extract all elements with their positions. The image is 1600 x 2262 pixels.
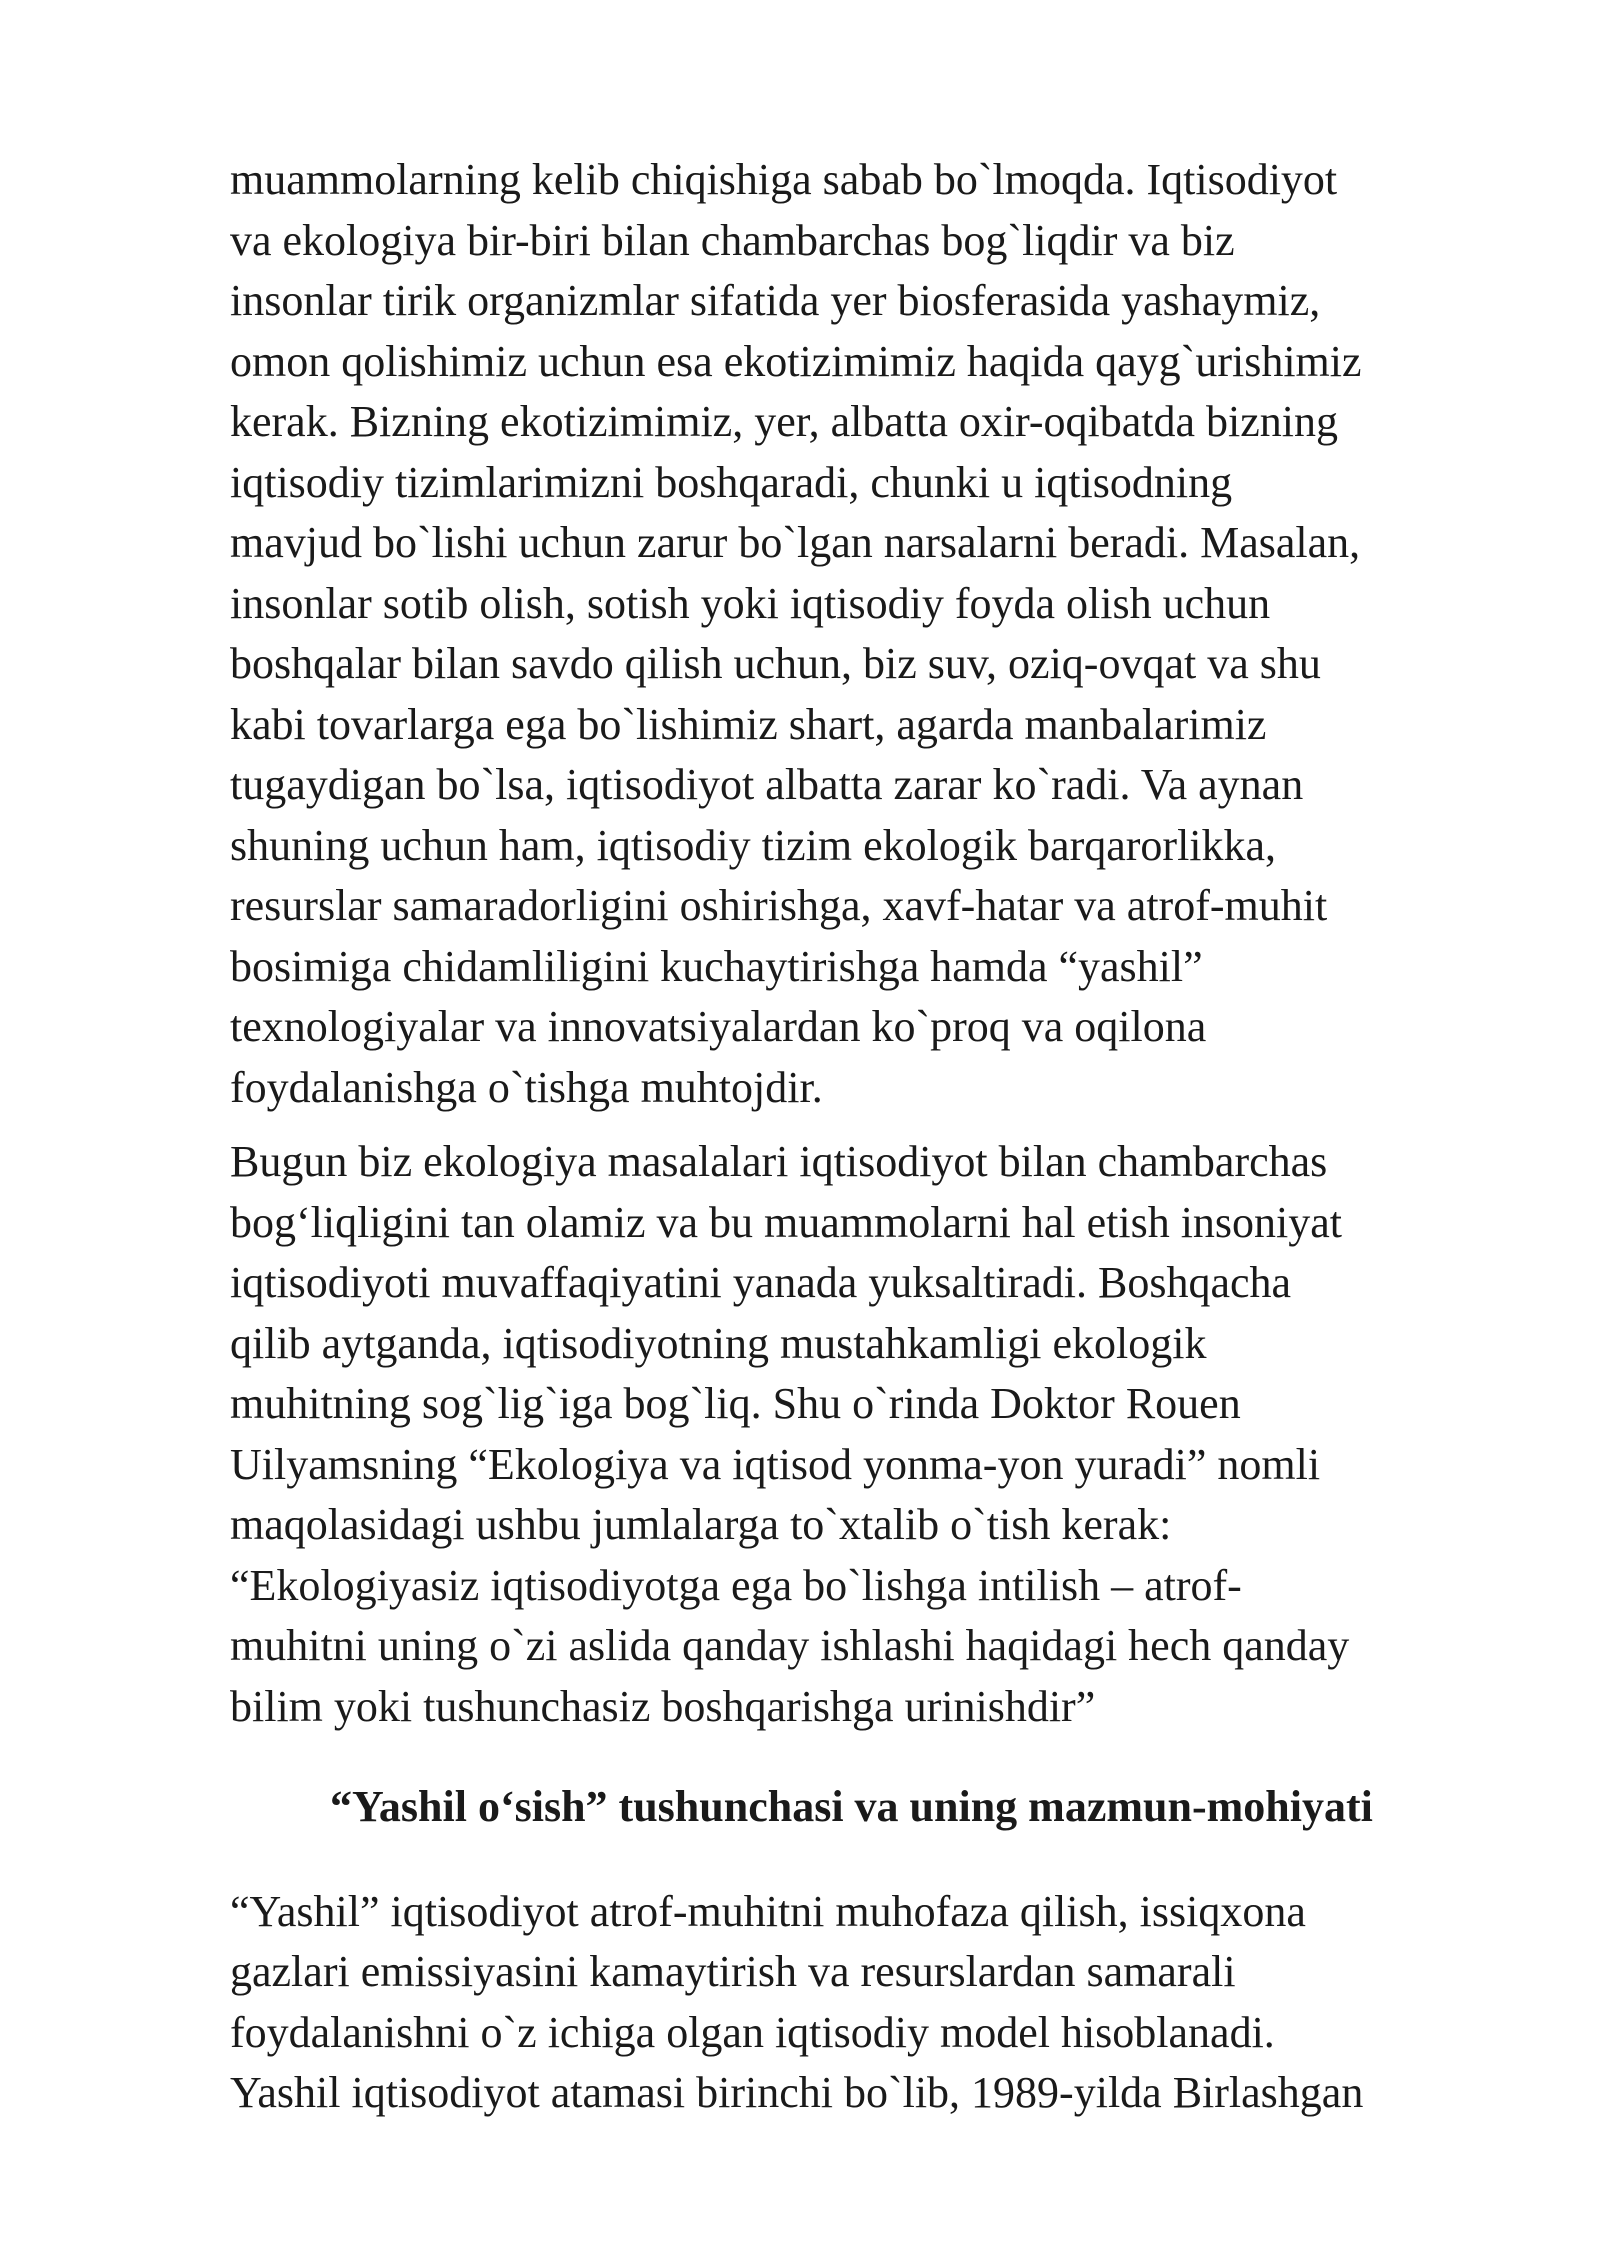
text-line: bog‘liqligini tan olamiz va bu muammolarni hal etish insoniyat: [230, 1197, 1343, 1247]
text-line: texnologiyalar va innovatsiyalardan ko`proq va oqilona: [230, 1002, 1207, 1051]
text-line: insonlar sotib olish, sotish yoki iqtisodiy foyda olish uchun: [230, 578, 1271, 628]
paragraph-1: [230, 150, 1490, 1118]
text-line: foydalanishga o`tishga muhtojdir.: [230, 1062, 823, 1112]
text-line: boshqalar bilan savdo qilish uchun, biz suv, oziq-ovqat va shu: [230, 639, 1321, 688]
paragraph-2: [230, 1132, 1490, 1737]
text-line: Bugun biz ekologiya masalalari iqtisodiyot bilan chambarchas: [230, 1137, 1328, 1186]
text-line: tugaydigan bo`lsa, iqtisodiyot albatta zarar ko`radi. Va aynan: [230, 760, 1304, 809]
text-line: va ekologiya bir-biri bilan chambarchas bog`liqdir va biz: [230, 215, 1235, 265]
text-line: gazlari emissiyasini kamaytirish va resurslardan samarali: [230, 1947, 1236, 1996]
text-line: insonlar tirik organizmlar sifatida yer biosferasida yashaymiz,: [230, 276, 1321, 325]
text-line: Uilyamsning “Ekologiya va iqtisod yonma-yon yuradi” nomli: [230, 1439, 1321, 1489]
text-line: muammolarning kelib chiqishiga sabab bo`lmoqda. Iqtisodiyot: [230, 155, 1338, 204]
text-line: muhitning sog`lig`iga bog`liq. Shu o`rinda Doktor Rouen: [230, 1379, 1241, 1428]
text-line: “Yashil” iqtisodiyot atrof-muhitni muhofaza qilish, issiqxona: [230, 1886, 1306, 1936]
text-line: qilib aytganda, iqtisodiyotning mustahkamligi ekologik: [230, 1318, 1207, 1368]
text-line: omon qolishimiz uchun esa ekotizimimiz haqida qayg`urishimiz: [230, 336, 1362, 386]
text-line: maqolasidagi ushbu jumlalarga to`xtalib o`tish kerak:: [230, 1500, 1172, 1549]
document-body: [230, 150, 1490, 2124]
text-line: shuning uchun ham, iqtisodiy tizim ekologik barqarorlikka,: [230, 820, 1277, 870]
text-line: resurslar samaradorligini oshirishga, xavf-hatar va atrof-muhit: [230, 881, 1328, 930]
text-line: Yashil iqtisodiyot atamasi birinchi bo`lib, 1989-yilda Birlashgan: [230, 2068, 1364, 2117]
text-line: muhitni uning o`zi aslida qanday ishlashi haqidagi hech qanday: [230, 1621, 1350, 1670]
text-line: iqtisodiyoti muvaffaqiyatini yanada yuksaltiradi. Boshqacha: [230, 1258, 1292, 1307]
text-line: foydalanishni o`z ichiga olgan iqtisodiy model hisoblanadi.: [230, 2007, 1275, 2057]
text-line: bilim yoki tushunchasiz boshqarishga urinishdir”: [230, 1681, 1096, 1731]
text-line: kabi tovarlarga ega bo`lishimiz shart, agarda manbalarimiz: [230, 699, 1267, 749]
text-line: mavjud bo`lishi uchun zarur bo`lgan narsalarni beradi. Masalan,: [230, 518, 1361, 567]
text-line: bosimiga chidamliligini kuchaytirishga hamda “yashil”: [230, 941, 1203, 991]
text-line: “Ekologiyasiz iqtisodiyotga ega bo`lishga intilish – atrof-: [230, 1560, 1242, 1610]
text-line: kerak. Bizning ekotizimimiz, yer, albatta oxir-oqibatda bizning: [230, 397, 1339, 446]
paragraph-3: [230, 1882, 1490, 2124]
section-heading: “Yashil o‘sish” tushunchasi va uning mazmun-mohiyati: [330, 1782, 1373, 1831]
text-line: iqtisodiy tizimlarimizni boshqaradi, chunki u iqtisodning: [230, 457, 1233, 507]
